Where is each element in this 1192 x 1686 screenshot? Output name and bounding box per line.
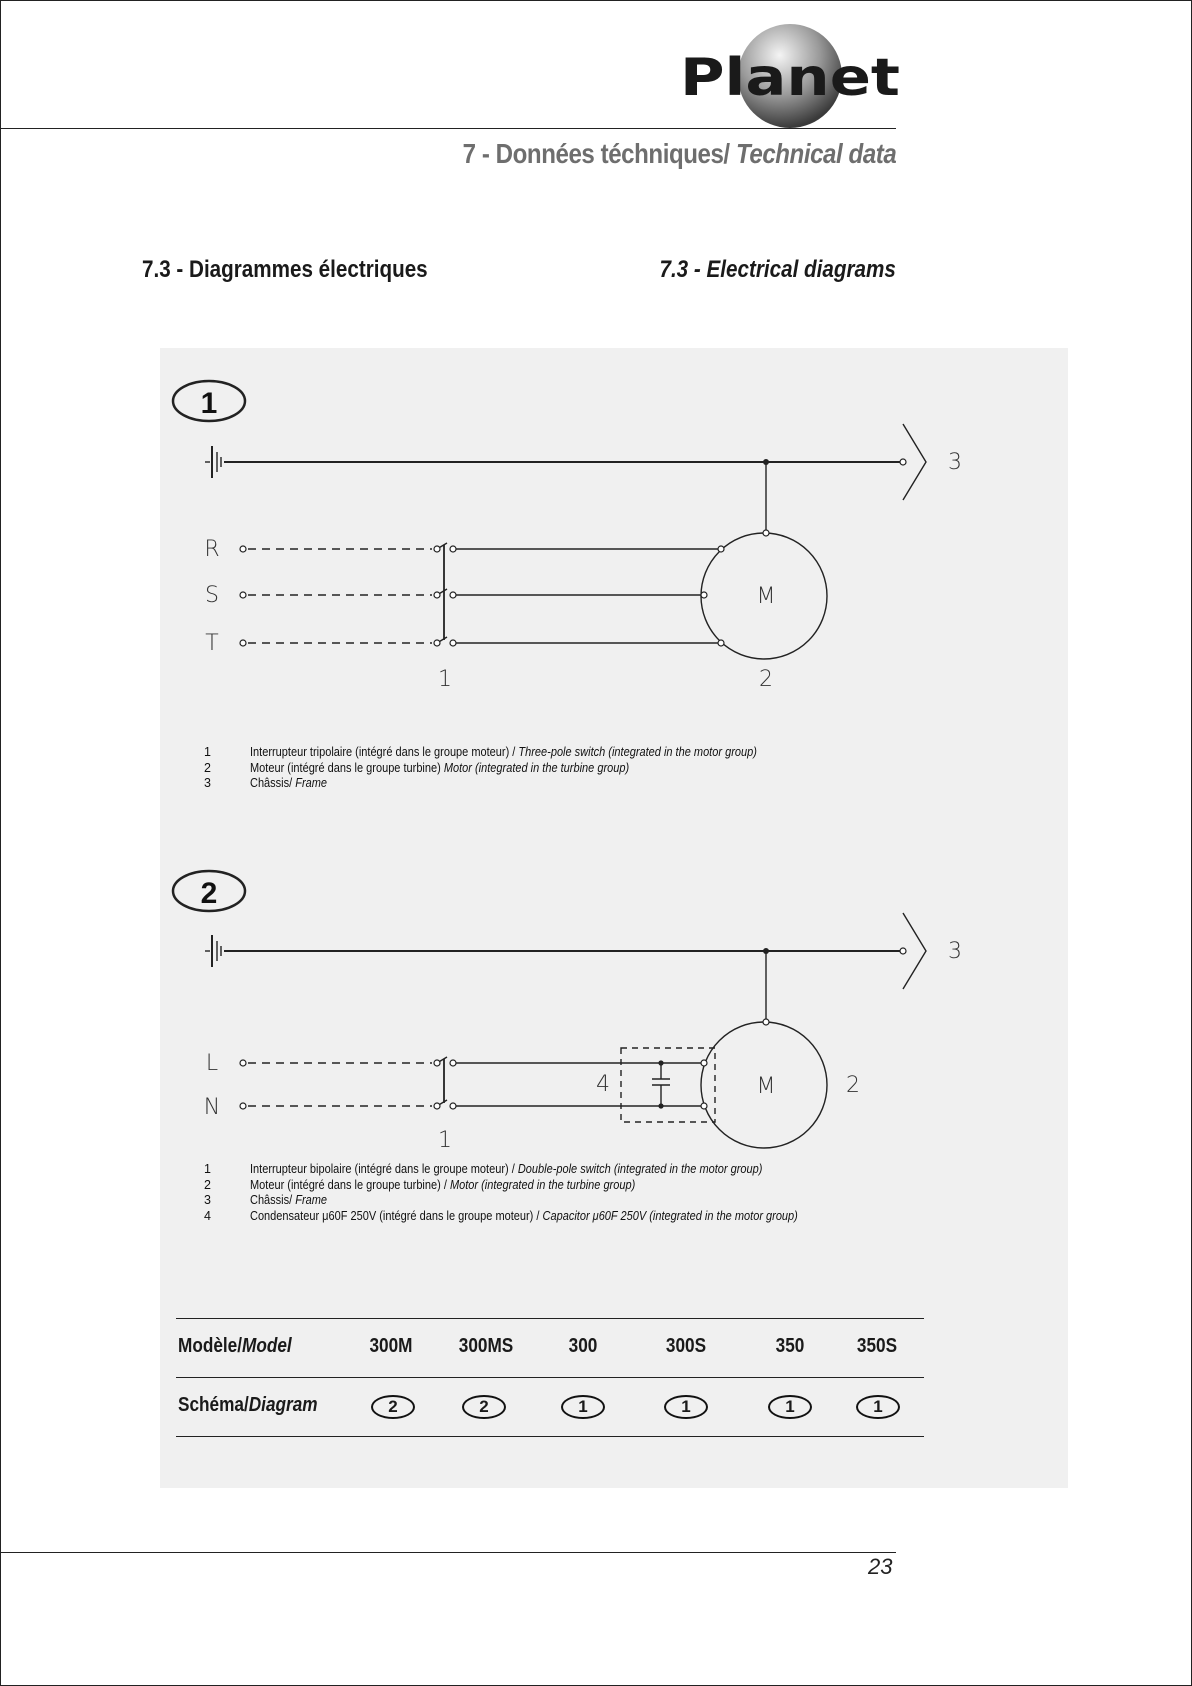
chapter-title-fr: 7 - Données téchniques/: [462, 138, 730, 169]
legend-row: [204, 745, 826, 761]
model-label: [178, 1335, 292, 1358]
legend-text-en: Motor (integrated in the turbine group): [449, 1177, 636, 1192]
diagram2-ground-icon: [205, 935, 221, 967]
logo-text: Planet: [680, 48, 900, 108]
legend-text-fr: Interrupteur tripolaire (intégré dans le groupe moteur) /: [250, 745, 516, 759]
legend-text-en: Frame: [295, 1193, 328, 1207]
legend-text-fr: Châssis/: [250, 1193, 293, 1207]
diagram2-badge: 2: [200, 877, 218, 910]
legend-num: 3: [204, 1193, 211, 1207]
legend-row: [204, 1209, 873, 1225]
model-cell: 300M: [369, 1335, 413, 1357]
diagram2-callout-frame: 3: [948, 939, 962, 964]
table-row-models: [176, 1319, 924, 1377]
table-rule: [176, 1436, 924, 1437]
legend-text-en: Frame: [295, 776, 328, 790]
legend-row: [204, 761, 826, 777]
model-cell: 350S: [856, 1335, 898, 1357]
model-label-fr: Modèle/: [178, 1335, 243, 1357]
legend-num: 4: [204, 1208, 211, 1223]
diagram1-ground-icon: [205, 446, 221, 478]
legend-row: [204, 776, 826, 792]
legend-text-en: Three-pole switch (integrated in the motor group): [518, 745, 757, 759]
page-number: 23: [868, 1554, 893, 1579]
diagram2-legend: [204, 1162, 873, 1224]
legend-text-en: Double-pole switch (integrated in the motor group): [517, 1162, 763, 1176]
diagram-label: [178, 1394, 318, 1417]
diagram2-callout-motor: 2: [846, 1073, 860, 1098]
diagram1-legend: [204, 745, 826, 792]
legend-row: [204, 1162, 873, 1178]
diagram1-phase-r: R: [204, 537, 220, 562]
footer-rule: [0, 1552, 896, 1553]
diagram1-callout-switch: 1: [438, 667, 452, 692]
legend-num: 1: [204, 745, 211, 759]
model-label-en: Model: [242, 1335, 292, 1357]
section-title-en: 7.3 - Electrical diagrams: [659, 256, 896, 283]
diagram-ref-badge: 2: [462, 1395, 506, 1419]
chapter-title-en: Technical data: [735, 138, 896, 169]
legend-text-fr: Châssis/: [250, 776, 293, 790]
diagram1-callout-motor: 2: [759, 667, 773, 692]
diagram-ref-badge: 1: [561, 1395, 605, 1419]
diagram2-phase-n: N: [203, 1095, 221, 1120]
legend-num: 3: [204, 776, 211, 790]
diagram-label-en: Diagram: [248, 1394, 318, 1416]
legend-num: 1: [204, 1162, 211, 1176]
section-title-fr: 7.3 - Diagrammes électriques: [142, 256, 428, 283]
table-row-diagrams: [176, 1378, 924, 1436]
diagram1-callout-frame: 3: [948, 450, 962, 475]
legend-text-fr: Interrupteur bipolaire (intégré dans le groupe moteur) /: [250, 1162, 515, 1176]
diagram2-phase-l: L: [205, 1051, 219, 1076]
legend-num: 2: [204, 760, 211, 775]
model-diagram-table: [176, 1318, 924, 1437]
diagram1-motor-label: M: [756, 584, 776, 609]
legend-text-en: Motor (integrated in the turbine group): [443, 760, 630, 775]
diagram-ref-badge: 1: [768, 1395, 812, 1419]
model-cell: 300: [568, 1335, 598, 1357]
diagram-ref-badge: 1: [664, 1395, 708, 1419]
legend-num: 2: [204, 1177, 211, 1192]
legend-row: [204, 1178, 873, 1194]
legend-row: [204, 1193, 873, 1209]
legend-text-fr: Moteur (intégré dans le groupe turbine) /: [250, 1177, 447, 1192]
diagram-ref-badge: 1: [856, 1395, 900, 1419]
model-cell: 350: [775, 1335, 805, 1357]
legend-text-fr: Condensateur μ60F 250V (intégré dans le groupe moteur) /: [250, 1208, 540, 1223]
legend-text-fr: Moteur (intégré dans le groupe turbine): [250, 760, 441, 775]
diagram-ref-badge: 2: [371, 1395, 415, 1419]
model-cell: 300MS: [458, 1335, 514, 1357]
diagram1-phase-t: T: [205, 631, 219, 656]
diagram2-motor-label: M: [756, 1074, 776, 1099]
diagram1-phase-s: S: [205, 583, 219, 608]
diagram2-callout-capacitor: 4: [596, 1072, 610, 1097]
diagram-label-fr: Schéma/: [178, 1394, 249, 1416]
diagram2-callout-switch: 1: [438, 1128, 452, 1153]
model-cell: 300S: [665, 1335, 707, 1357]
legend-text-en: Capacitor μ60F 250V (integrated in the motor group): [542, 1208, 798, 1223]
diagram1-badge: 1: [200, 387, 218, 420]
diagram2-capacitor-icon: [652, 1063, 670, 1106]
